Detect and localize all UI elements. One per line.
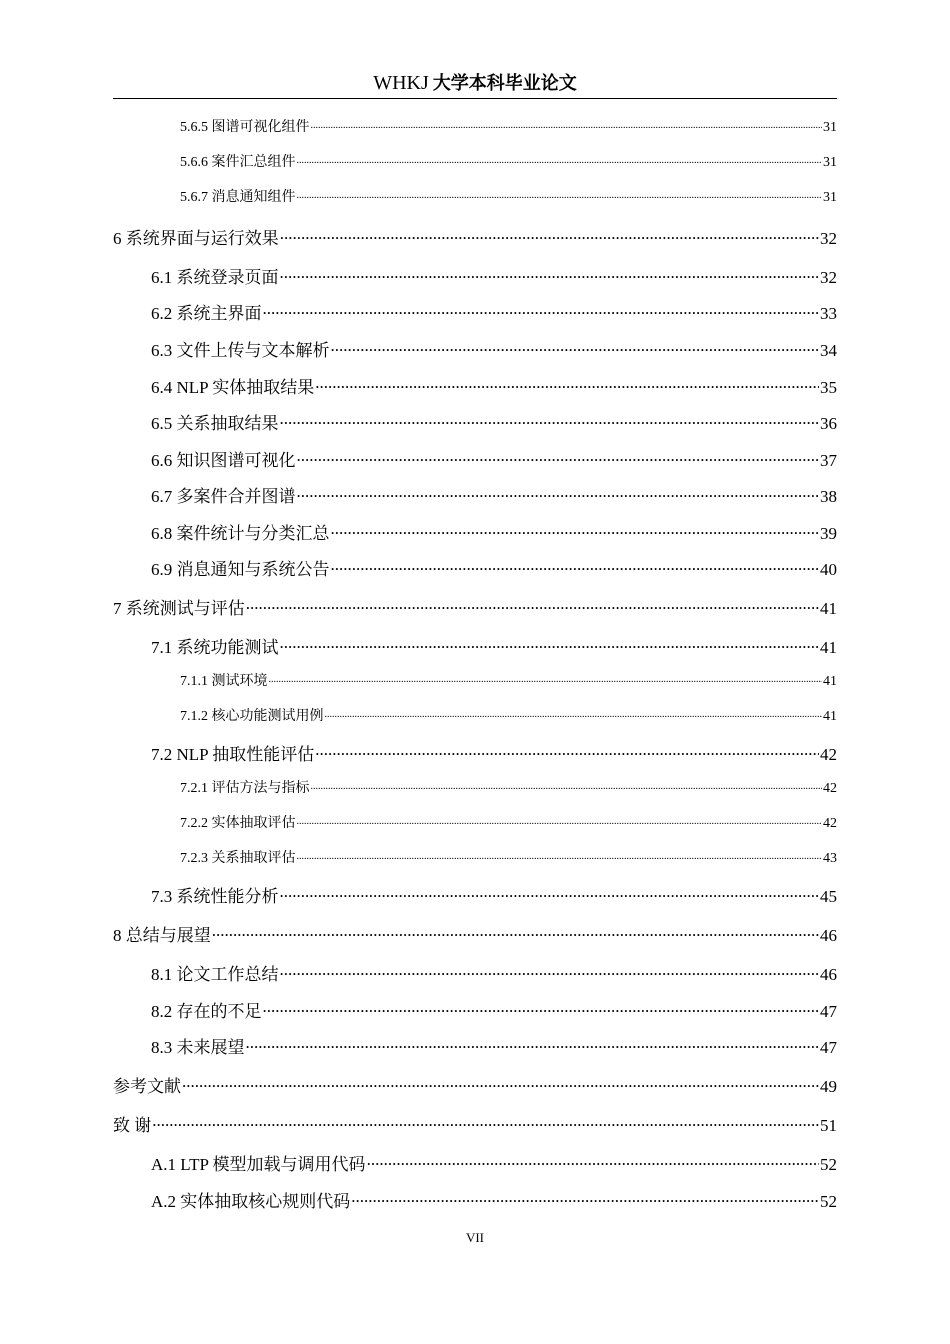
- toc-entry[interactable]: [113, 446, 837, 471]
- toc-entry-label: A.1 LTP 模型加载与调用代码: [151, 1155, 366, 1174]
- toc-entry-page: 41: [820, 638, 837, 657]
- toc-leader-dots: [297, 152, 823, 166]
- toc-entry-label: 6.9 消息通知与系统公告: [151, 560, 330, 579]
- header-latin: WHKJ: [373, 72, 429, 94]
- toc-entry-label: 6.5 关系抽取结果: [151, 414, 279, 433]
- toc-entry-label: 7.3 系统性能分析: [151, 887, 279, 906]
- toc-leader-dots: [297, 813, 823, 827]
- page-header: [113, 68, 837, 99]
- toc-entry-label: 致 谢: [113, 1116, 152, 1135]
- toc-entry[interactable]: [113, 299, 837, 324]
- toc-entry[interactable]: [113, 1072, 837, 1097]
- toc-leader-dots: [311, 778, 823, 792]
- toc-entry-page: 41: [823, 709, 837, 724]
- toc-leader-dots: [280, 412, 820, 429]
- toc-leader-dots: [182, 1075, 819, 1092]
- toc-entry-label: 6.8 案件统计与分类汇总: [151, 524, 330, 543]
- toc-entry[interactable]: [113, 482, 837, 507]
- toc-entry-page: 47: [820, 1002, 837, 1021]
- toc-entry-label: 8 总结与展望: [113, 926, 211, 945]
- toc-leader-dots: [269, 671, 823, 685]
- toc-entry[interactable]: [113, 812, 837, 832]
- toc-entry-label: 7.2.2 实体抽取评估: [180, 816, 296, 831]
- toc-leader-dots: [325, 706, 823, 720]
- toc-entry[interactable]: [113, 1150, 837, 1175]
- toc-entry-page: 31: [823, 155, 837, 170]
- toc-entry[interactable]: [113, 555, 837, 580]
- toc-entry-label: 8.1 论文工作总结: [151, 965, 279, 984]
- toc-entry-label: 8.2 存在的不足: [151, 1002, 262, 1021]
- toc-entry-label: 6.6 知识图谱可视化: [151, 451, 296, 470]
- toc-entry[interactable]: [113, 960, 837, 985]
- toc-leader-dots: [367, 1153, 819, 1170]
- toc-entry-label: 7.1.1 测试环境: [180, 674, 268, 689]
- toc-entry[interactable]: [113, 847, 837, 867]
- toc-entry[interactable]: [113, 224, 837, 249]
- toc-entry-label: 8.3 未来展望: [151, 1038, 245, 1057]
- toc-leader-dots: [263, 302, 820, 319]
- toc-entry[interactable]: [113, 740, 837, 765]
- toc-entry-label: 6 系统界面与运行效果: [113, 229, 279, 248]
- toc-entry[interactable]: [113, 921, 837, 946]
- toc-entry-page: 35: [820, 378, 837, 397]
- toc-entry[interactable]: [113, 151, 837, 171]
- toc-entry[interactable]: [113, 186, 837, 206]
- toc-entry-label: 7.2.1 评估方法与指标: [180, 781, 310, 796]
- toc-leader-dots: [331, 339, 820, 356]
- toc-leader-dots: [297, 848, 823, 862]
- toc-entry-page: 45: [820, 887, 837, 906]
- toc-entry[interactable]: [113, 519, 837, 544]
- toc-entry-label: 6.2 系统主界面: [151, 304, 262, 323]
- toc-entry[interactable]: [113, 670, 837, 690]
- page-number: VII: [465, 1230, 485, 1245]
- toc-leader-dots: [280, 963, 820, 980]
- toc-entry-label: 7.1.2 核心功能测试用例: [180, 709, 324, 724]
- toc-leader-dots: [311, 117, 823, 131]
- toc-entry-label: A.2 实体抽取核心规则代码: [151, 1192, 351, 1211]
- toc-entry[interactable]: [113, 116, 837, 136]
- toc-entry-page: 42: [823, 816, 837, 831]
- toc-entry-label: 5.6.7 消息通知组件: [180, 190, 296, 205]
- toc-entry-page: 32: [820, 229, 837, 248]
- toc-entry-page: 36: [820, 414, 837, 433]
- toc-leader-dots: [315, 743, 819, 760]
- toc-entry-page: 33: [820, 304, 837, 323]
- toc-leader-dots: [280, 885, 820, 902]
- toc-leader-dots: [280, 227, 819, 244]
- toc-entry-page: 32: [820, 268, 837, 287]
- toc-entry-label: 7 系统测试与评估: [113, 599, 245, 618]
- toc-entry[interactable]: [113, 409, 837, 434]
- toc-leader-dots: [263, 1000, 820, 1017]
- toc-entry-label: 7.2 NLP 抽取性能评估: [151, 745, 315, 764]
- toc-entry-page: 39: [820, 524, 837, 543]
- toc-entry-page: 37: [820, 451, 837, 470]
- toc-entry-page: 46: [820, 926, 837, 945]
- toc-entry-page: 51: [820, 1116, 837, 1135]
- toc-entry-page: 34: [820, 341, 837, 360]
- toc-leader-dots: [331, 522, 820, 539]
- toc-entry-page: 52: [820, 1155, 837, 1174]
- toc-entry-page: 31: [823, 120, 837, 135]
- toc-leader-dots: [212, 924, 819, 941]
- toc-entry-label: 7.2.3 关系抽取评估: [180, 851, 296, 866]
- toc-entry[interactable]: [113, 777, 837, 797]
- toc-leader-dots: [297, 449, 820, 466]
- toc-entry-page: 31: [823, 190, 837, 205]
- toc-entry-label: 6.7 多案件合并图谱: [151, 487, 296, 506]
- toc-entry-label: 6.4 NLP 实体抽取结果: [151, 378, 315, 397]
- toc-entry[interactable]: [113, 336, 837, 361]
- toc-entry-page: 46: [820, 965, 837, 984]
- toc-entry-page: 41: [823, 674, 837, 689]
- toc-entry-label: 5.6.6 案件汇总组件: [180, 155, 296, 170]
- toc-leader-dots: [351, 1190, 819, 1207]
- toc-leader-dots: [297, 187, 823, 201]
- header-title: 大学本科毕业论文: [432, 73, 577, 94]
- toc-leader-dots: [315, 376, 819, 393]
- toc-leader-dots: [331, 558, 820, 575]
- toc-leader-dots: [280, 636, 820, 653]
- toc-entry-page: 41: [820, 599, 837, 618]
- toc-entry-label: 6.1 系统登录页面: [151, 268, 279, 287]
- toc-entry[interactable]: [113, 594, 837, 619]
- toc-entry-label: 参考文献: [113, 1077, 181, 1096]
- toc-leader-dots: [246, 597, 819, 614]
- toc-entry-label: 5.6.5 图谱可视化组件: [180, 120, 310, 135]
- toc-entry-page: 47: [820, 1038, 837, 1057]
- toc-entry[interactable]: [113, 1111, 837, 1136]
- toc-entry-page: 42: [820, 745, 837, 764]
- toc-entry-label: 7.1 系统功能测试: [151, 638, 279, 657]
- toc-leader-dots: [246, 1036, 820, 1053]
- toc-leader-dots: [297, 485, 820, 502]
- toc-entry[interactable]: [113, 373, 837, 398]
- toc-entry-page: 42: [823, 781, 837, 796]
- toc-entry-page: 43: [823, 851, 837, 866]
- toc-entry[interactable]: [113, 882, 837, 907]
- toc-leader-dots: [280, 266, 820, 283]
- toc-entry[interactable]: [113, 705, 837, 725]
- toc-entry[interactable]: [113, 633, 837, 658]
- toc-entry-page: 52: [820, 1192, 837, 1211]
- toc-leader-dots: [152, 1114, 819, 1131]
- toc-entry[interactable]: [113, 997, 837, 1022]
- toc-entry-page: 49: [820, 1077, 837, 1096]
- toc-entry-page: 40: [820, 560, 837, 579]
- toc-entry[interactable]: [113, 1187, 837, 1212]
- toc-entry-page: 38: [820, 487, 837, 506]
- toc-entry[interactable]: [113, 1033, 837, 1058]
- toc-entry-label: 6.3 文件上传与文本解析: [151, 341, 330, 360]
- toc-entry[interactable]: [113, 263, 837, 288]
